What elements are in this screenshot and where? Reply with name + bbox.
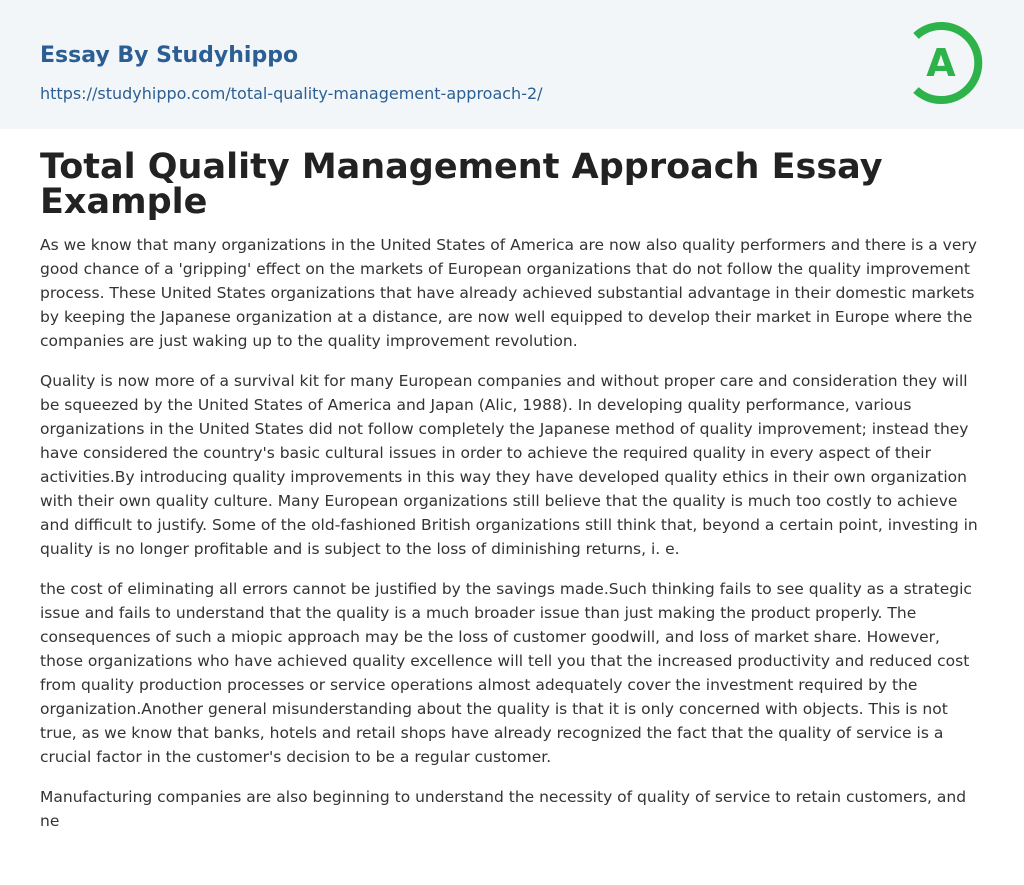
article <box>40 147 985 833</box>
site-header <box>0 0 1024 129</box>
article-paragraph: Quality is now more of a survival kit for many European companies and without proper care and consideration they will be squeezed by the United States of America and Japan (Alic, 1988). In developing quality performance, various organizations in the United States did not follow completely the Japanese method of quality improvement; instead they have considered the country's basic cultural issues in order to achieve the required quality in every aspect of their activities.By introducing quality improvements in this way they have developed quality ethics in their own organization with their own quality culture. Many European organizations still believe that the quality is much too costly to achieve and difficult to justify. Some of the old-fashioned British organizations still think that, beyond a certain point, investing in quality is no longer profitable and is subject to the loss of diminishing returns, i. e. <box>40 372 978 558</box>
page-url-link[interactable]: https://studyhippo.com/total-quality-management-approach-2/ <box>40 84 543 103</box>
article-paragraph: As we know that many organizations in the United States of America are now also quality performers and there is a very good chance of a 'gripping' effect on the markets of European organizations that do not follow the quality improvement process. These United States organizations that have already achieved substantial advantage in their domestic markets by keeping the Japanese organization at a distance, are now well equipped to develop their market in Europe where the companies are just waking up to the quality improvement revolution. <box>40 236 977 350</box>
page-title: Total Quality Management Approach Essay Example <box>40 147 883 222</box>
article-paragraph: the cost of eliminating all errors cannot be justified by the savings made.Such thinking fails to see quality as a strategic issue and fails to understand that the quality is a much broader issue than just making the product properly. The consequences of such a miopic approach may be the loss of customer goodwill, and loss of market share. However, those organizations who have achieved quality excellence will tell you that the increased productivity and reduced cost from quality production processes or service operations almost adequately cover the investment required by the organization.Another general misunderstanding about the quality is that it is only concerned with objects. This is not true, as we know that banks, hotels and retail shops have already recognized the fact that the quality of service is a crucial factor in the customer's decision to be a regular customer. <box>40 580 972 766</box>
brand-title[interactable]: Essay By Studyhippo <box>40 43 299 68</box>
logo-letter: A <box>926 41 956 85</box>
article-paragraph: Manufacturing companies are also beginning to understand the necessity of quality of service to retain customers, and ne <box>40 788 967 830</box>
studyhippo-logo-icon[interactable] <box>898 20 986 106</box>
